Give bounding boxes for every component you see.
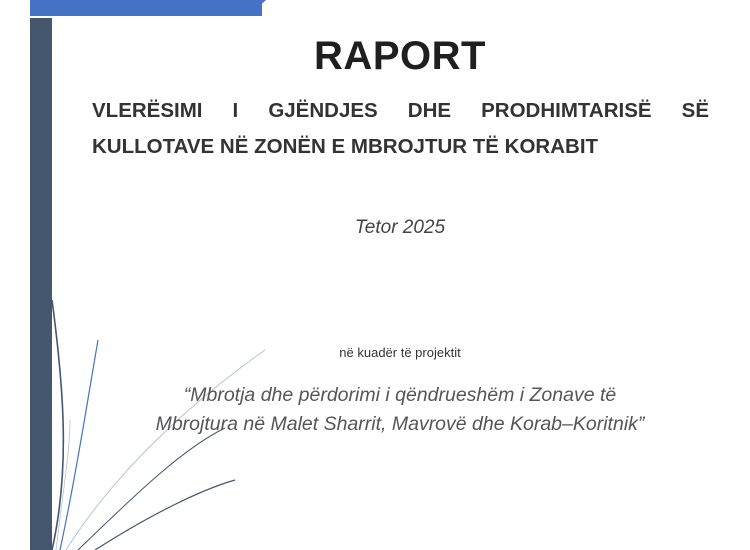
subtitle-line-2: KULLOTAVE NË ZONËN E MBROJTUR TË KORABIT [92,135,599,158]
decor-curve-3 [66,350,265,550]
project-name [80,381,720,439]
project-name-line-1: “Mbrotja dhe përdorimi i qëndrueshëm i Zonave të [183,384,617,406]
report-date: Tetor 2025 [354,217,446,238]
subtitle-line-1: VLERËSIMI I GJËNDJES DHE PRODHIMTARISË SË [92,99,709,122]
report-title: RAPORT [314,34,486,78]
decor-curve-5 [95,480,235,550]
project-intro-text: në kuadër të projektit [339,345,461,360]
decor-curve-4 [78,428,225,550]
decor-curve-2 [60,340,98,550]
report-subtitle [92,93,709,165]
top-accent-bar [30,0,262,16]
top-accent-bar-cap [248,0,266,16]
project-name-line-2: Mbrojtura në Malet Sharrit, Mavrovë dhe Korab–Koritnik” [155,413,645,435]
decor-curve-1 [52,300,63,550]
